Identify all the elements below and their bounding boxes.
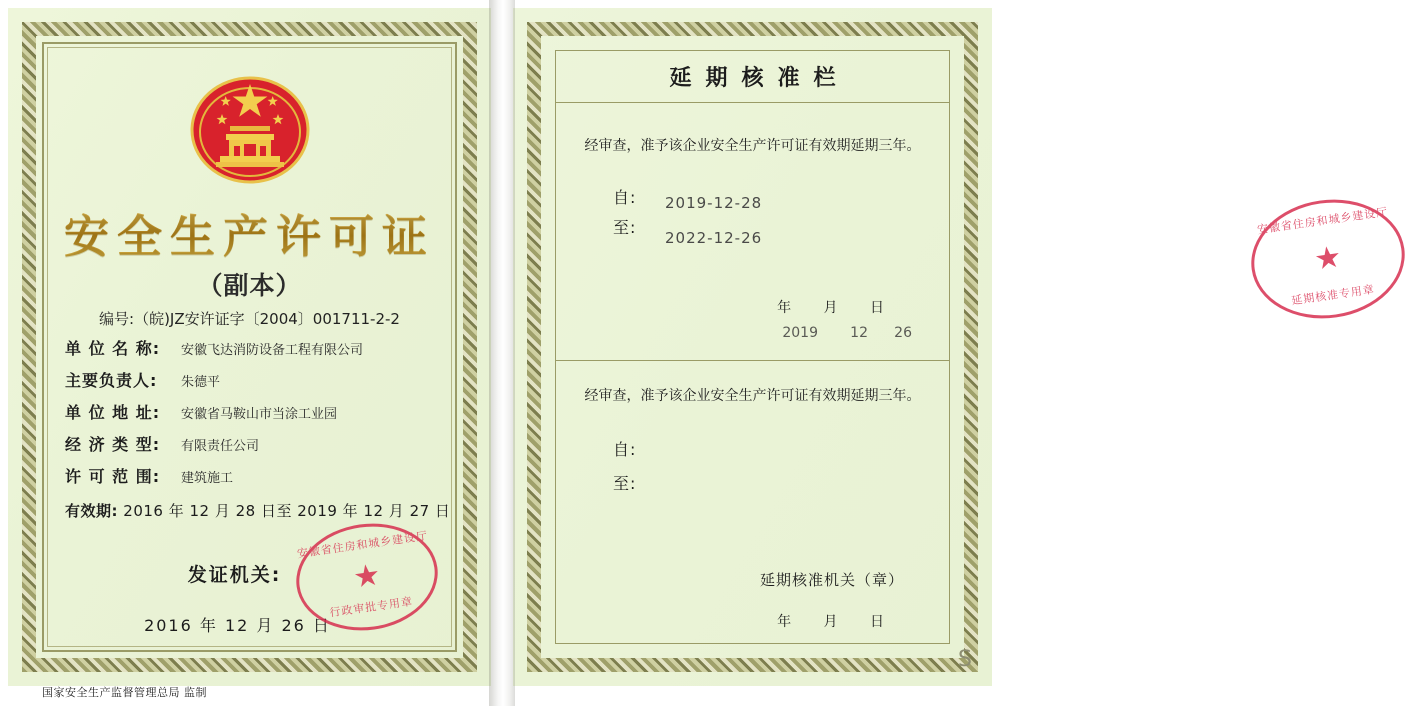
field-row: [65, 464, 445, 487]
extension-to-value: 2022-12-26: [665, 229, 763, 247]
field-label-company-name: 单 位 名 称:: [65, 339, 161, 358]
field-value-scope: 建筑施工: [181, 471, 234, 486]
validity-row: [65, 500, 451, 521]
field-label-address: 单 位 地 址:: [65, 403, 161, 422]
seal-star-icon: ★: [351, 558, 383, 595]
certificate-front-page: [8, 8, 491, 686]
field-row: [65, 432, 445, 455]
field-row: [65, 368, 445, 391]
certificate-extension-page: [513, 8, 1389, 686]
validity-value: 2016 年 12 月 28 日至 2019 年 12 月 27 日: [123, 502, 451, 520]
field-row: [65, 400, 445, 423]
extension-record: [555, 361, 950, 672]
certificate-subtitle: （副本）: [197, 271, 302, 300]
extension-to-label: 至:: [613, 474, 637, 493]
seal-top-text: 安徽省住房和城乡建设厅: [1256, 205, 1389, 237]
extension-record: [555, 103, 950, 361]
seal-bottom-text: 延期核准专用章: [1290, 282, 1376, 308]
document-footer-note: 国家安全生产监督管理总局 监制: [42, 686, 207, 699]
seal-bottom-text: 行政审批专用章: [328, 594, 414, 620]
validity-label: 有效期:: [65, 502, 118, 520]
certificate-title: 安全生产许可证: [8, 200, 491, 265]
field-row: [65, 336, 445, 359]
seal-top-text: 安徽省住房和城乡建设厅: [296, 529, 429, 561]
extension-from-value: 2019-12-28: [665, 194, 763, 212]
issuing-authority-label: 发证机关:: [187, 564, 282, 586]
page-fold-shadow: [489, 0, 515, 706]
field-label-principal: 主要负责人:: [65, 371, 158, 390]
national-emblem-icon: [186, 70, 314, 188]
extension-to-label: 至:: [613, 218, 637, 237]
field-value-principal: 朱德平: [181, 375, 221, 390]
certificate-fields: [65, 336, 451, 521]
extension-ymd-labels: 年 月 日: [777, 614, 898, 630]
extension-from-label: 自:: [613, 440, 637, 459]
certificate-number: 编号:（皖)JZ安许证字〔2004〕001711-2-2: [99, 310, 400, 328]
field-value-economic-type: 有限责任公司: [181, 439, 260, 454]
extension-authority-label: 延期核准机关（章）: [759, 571, 904, 589]
extension-from-label: 自:: [613, 188, 637, 207]
seal-star-icon: ★: [1312, 240, 1344, 277]
field-value-address: 安徽省马鞍山市当涂工业园: [181, 407, 338, 422]
extension-header-title: 延期核准栏: [555, 50, 950, 103]
field-value-company-name: 安徽飞达消防设备工程有限公司: [181, 343, 364, 358]
issue-date: 2016 年 12 月 26 日: [144, 616, 331, 635]
extension-ymd-day: 26: [894, 325, 912, 341]
extension-ymd-month: 12: [850, 325, 868, 341]
extension-ymd-year: 2019: [782, 325, 818, 341]
extension-ymd-labels: 年 月 日: [777, 300, 898, 316]
page-corner-mark: S: [958, 647, 972, 672]
field-label-scope: 许 可 范 围:: [65, 467, 161, 486]
extension-statement: 经审查，准予该企业安全生产许可证有效期延期三年。: [584, 138, 921, 154]
field-label-economic-type: 经 济 类 型:: [65, 435, 161, 454]
official-seal-extension: [1244, 190, 1412, 328]
extension-statement: 经审查，准予该企业安全生产许可证有效期延期三年。: [584, 388, 921, 404]
